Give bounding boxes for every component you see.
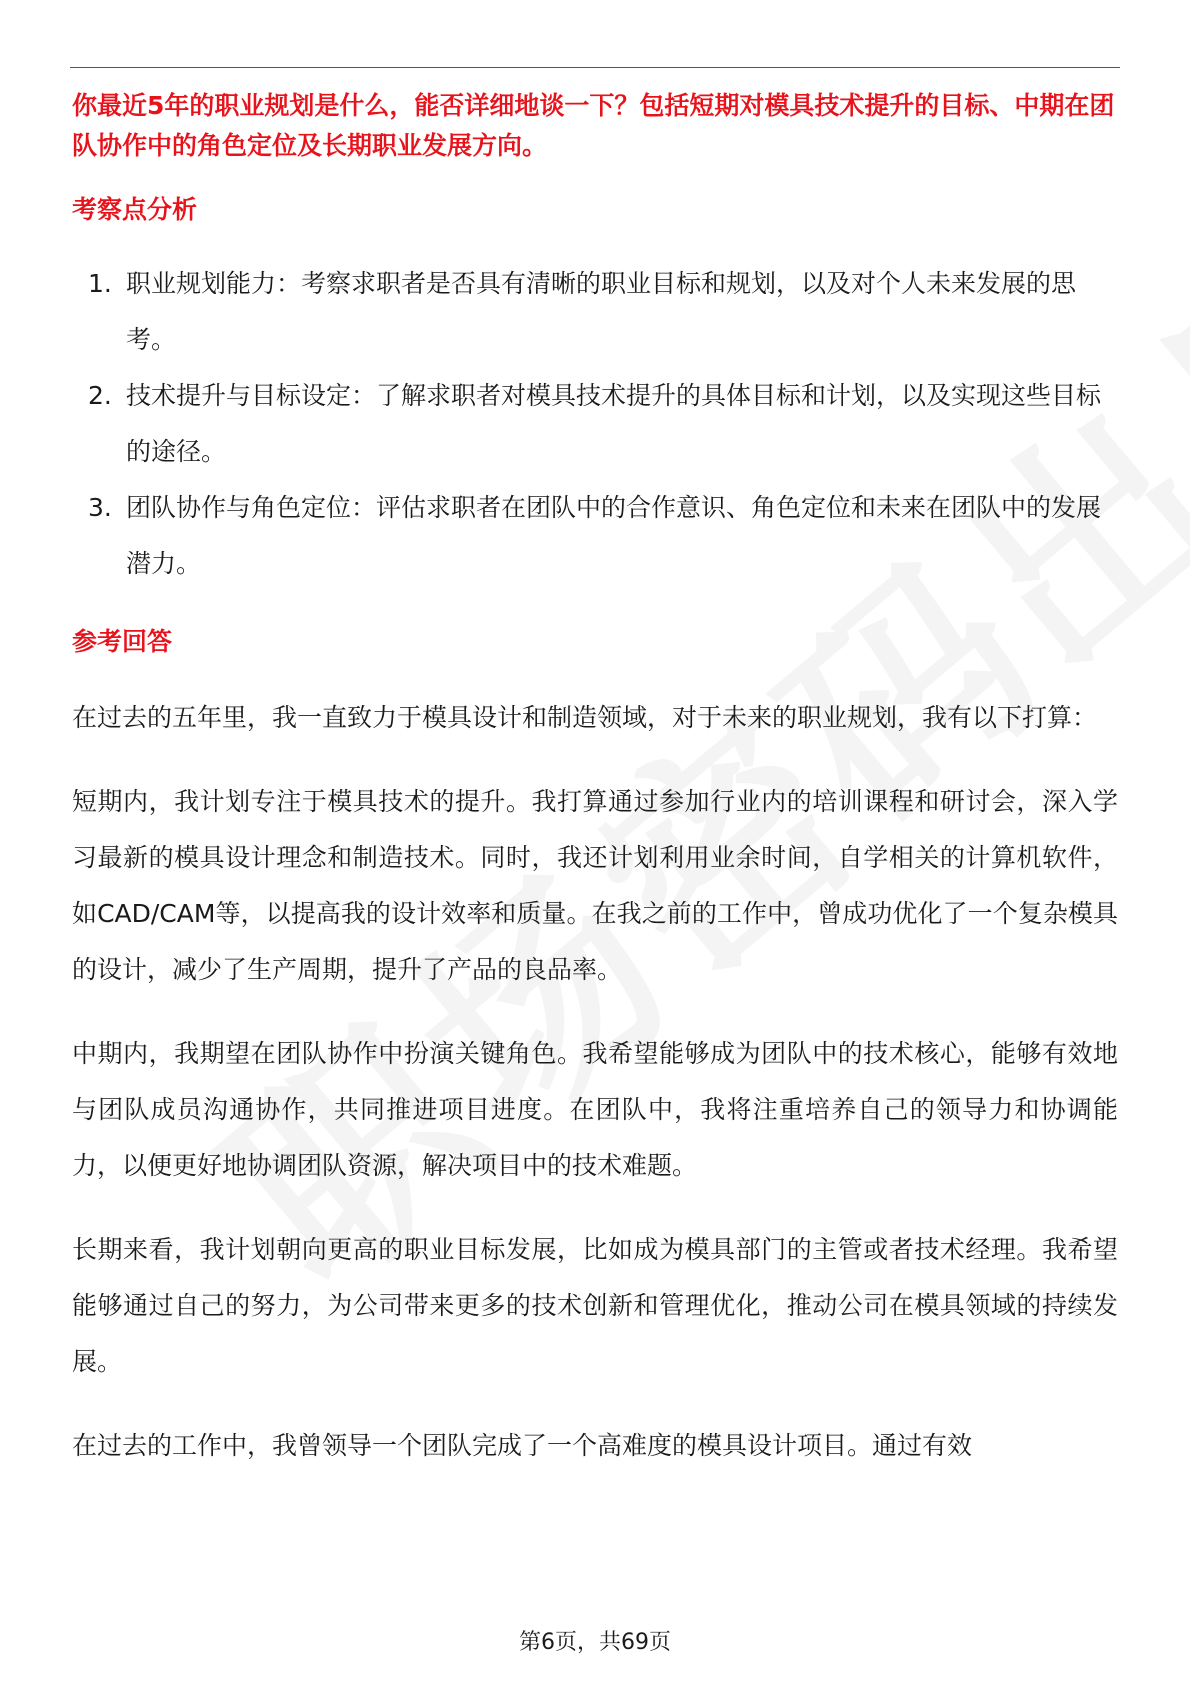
analysis-heading: 考察点分析 (72, 195, 198, 224)
list-item-number: 2. (88, 381, 112, 410)
answer-paragraph: 在过去的五年里，我一直致力于模具设计和制造领域，对于未来的职业规划，我有以下打算： (72, 703, 1098, 732)
list-item-number: 3. (88, 493, 112, 522)
list-item-text: 职业规划能力：考察求职者是否具有清晰的职业目标和规划，以及对个人未来发展的思考。 (126, 269, 1077, 354)
list-item (72, 256, 1118, 368)
analysis-list (72, 256, 1118, 592)
answer-paragraph: 在过去的工作中，我曾领导一个团队完成了一个高难度的模具设计项目。通过有效 (72, 1431, 973, 1460)
list-item (72, 480, 1118, 592)
list-item-number: 1. (88, 269, 112, 298)
list-item-text: 团队协作与角色定位：评估求职者在团队中的合作意识、角色定位和未来在团队中的发展潜力。 (126, 493, 1102, 578)
answer-paragraph: 短期内，我计划专注于模具技术的提升。我打算通过参加行业内的培训课程和研讨会，深入学习最新的模具设计理念和制造技术。同时，我还计划利用业余时间，自学相关的计算机软件，如CAD/CAM等，以提高我的设计效率和质量。在我之前的工作中，曾成功优化了一个复杂模具的设计，减少了生产周期，提升了产品的良品率。 (72, 787, 1118, 984)
question-heading: 你最近5年的职业规划是什么，能否详细地谈一下？包括短期对模具技术提升的目标、中期在团队协作中的角色定位及长期职业发展方向。 (72, 91, 1115, 160)
answer-paragraph: 中期内，我期望在团队协作中扮演关键角色。我希望能够成为团队中的技术核心，能够有效地与团队成员沟通协作，共同推进项目进度。在团队中，我将注重培养自己的领导力和协调能力，以便更好地协调团队资源，解决项目中的技术难题。 (72, 1039, 1118, 1180)
list-item-text: 技术提升与目标设定：了解求职者对模具技术提升的具体目标和计划，以及实现这些目标的途径。 (126, 381, 1102, 466)
list-item (72, 368, 1118, 480)
header-rule (70, 67, 1120, 68)
answer-paragraph: 长期来看，我计划朝向更高的职业目标发展，比如成为模具部门的主管或者技术经理。我希望能够通过自己的努力，为公司带来更多的技术创新和管理优化，推动公司在模具领域的持续发展。 (72, 1235, 1118, 1376)
document-body (72, 86, 1118, 1474)
page-number: 第6页，共69页 (519, 1630, 671, 1655)
answer-heading: 参考回答 (72, 627, 173, 656)
